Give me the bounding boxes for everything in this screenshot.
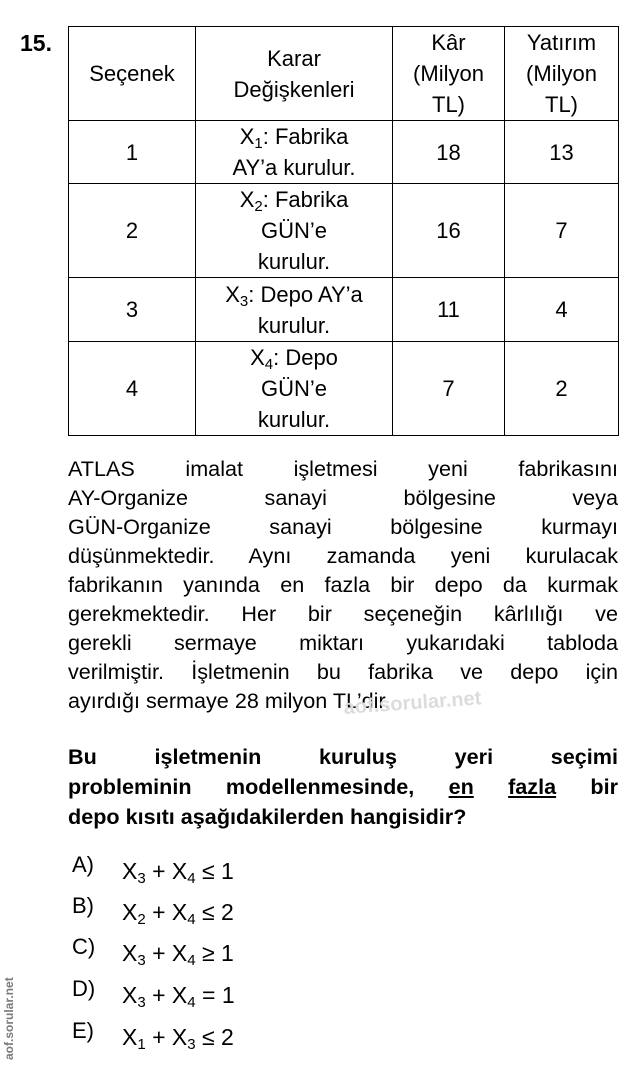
choice-label: B) [72, 893, 94, 918]
option-cell: 1 [69, 121, 196, 184]
question-line: probleminin modellenmesinde, en fazla bir [68, 774, 619, 799]
paragraph-line: GÜN-Organize sanayi bölgesine kurmayı [68, 514, 618, 539]
choice-label: C) [72, 934, 96, 959]
choice-label: E) [72, 1018, 94, 1043]
decision-cell: $X_1$: Fabrika AY’a kurulur. [196, 121, 393, 184]
option-cell: 4 [69, 342, 196, 436]
table-row [69, 278, 619, 342]
choice-expression: $X_3 + X_4 = 1$ [122, 982, 235, 1011]
problem-paragraph [68, 454, 618, 715]
paragraph-line: verilmiştir. İşletmenin bu fabrika ve depo için [68, 659, 618, 684]
question-number: 15. [20, 30, 52, 56]
paragraph-line: düşünmektedir. Aynı zamanda yeni kurulacak [68, 543, 618, 568]
side-watermark: aof.sorular.net [2, 977, 16, 1060]
question-line: Bu işletmenin kuruluş yeri seçimi [68, 744, 618, 769]
choice-expression: $X_3 + X_4 \ge 1$ [122, 940, 234, 969]
table-row [69, 342, 619, 436]
options-table [68, 26, 619, 436]
paragraph-line: ATLAS imalat işletmesi yeni fabrikasını [68, 456, 618, 481]
paragraph-line: gerekli sermaye miktarı yukarıdaki tabloda [68, 630, 618, 655]
header-profit: Kâr (Milyon TL) [393, 27, 505, 121]
option-cell: 3 [69, 278, 196, 342]
choice-label: D) [72, 976, 96, 1001]
paragraph-line: gerekmektedir. Her bir seçeneğin kârlılığı ve [68, 601, 618, 626]
table-row [69, 184, 619, 278]
question-line: depo kısıtı aşağıdakilerden hangisidir? [68, 804, 467, 829]
table-row [69, 121, 619, 184]
investment-cell: 4 [505, 278, 619, 342]
profit-cell: 7 [393, 342, 505, 436]
underlined-word: en [448, 774, 474, 799]
investment-cell: 7 [505, 184, 619, 278]
decision-cell: $X_4$: Depo GÜN’e kurulur. [196, 342, 393, 436]
header-option: Seçenek [69, 27, 196, 121]
paragraph-line: AY-Organize sanayi bölgesine veya [68, 485, 618, 510]
header-investment: Yatırım (Milyon TL) [505, 27, 619, 121]
choice-expression: $X_2 + X_4 \le 2$ [122, 899, 234, 928]
question-stem [68, 742, 618, 832]
underlined-word: fazla [508, 774, 557, 799]
decision-cell: $X_3$: Depo AY’a kurulur. [196, 278, 393, 342]
paragraph-line: fabrikanın yanında en fazla bir depo da kurmak [68, 572, 618, 597]
watermark: aof.sorular.net [343, 687, 483, 719]
paragraph-line: ayırdığı sermaye 28 milyon TL’dir. [68, 688, 391, 713]
decision-cell: $X_2$: Fabrika GÜN’e kurulur. [196, 184, 393, 278]
header-decision-variables: Karar Değişkenleri [196, 27, 393, 121]
option-cell: 2 [69, 184, 196, 278]
profit-cell: 18 [393, 121, 505, 184]
choice-label: A) [72, 852, 94, 877]
profit-cell: 11 [393, 278, 505, 342]
investment-cell: 13 [505, 121, 619, 184]
table-header-row [69, 27, 619, 121]
investment-cell: 2 [505, 342, 619, 436]
choice-expression: $X_3 + X_4 \le 1$ [122, 858, 234, 887]
profit-cell: 16 [393, 184, 505, 278]
choice-expression: $X_1 + X_3 \le 2$ [122, 1024, 234, 1053]
